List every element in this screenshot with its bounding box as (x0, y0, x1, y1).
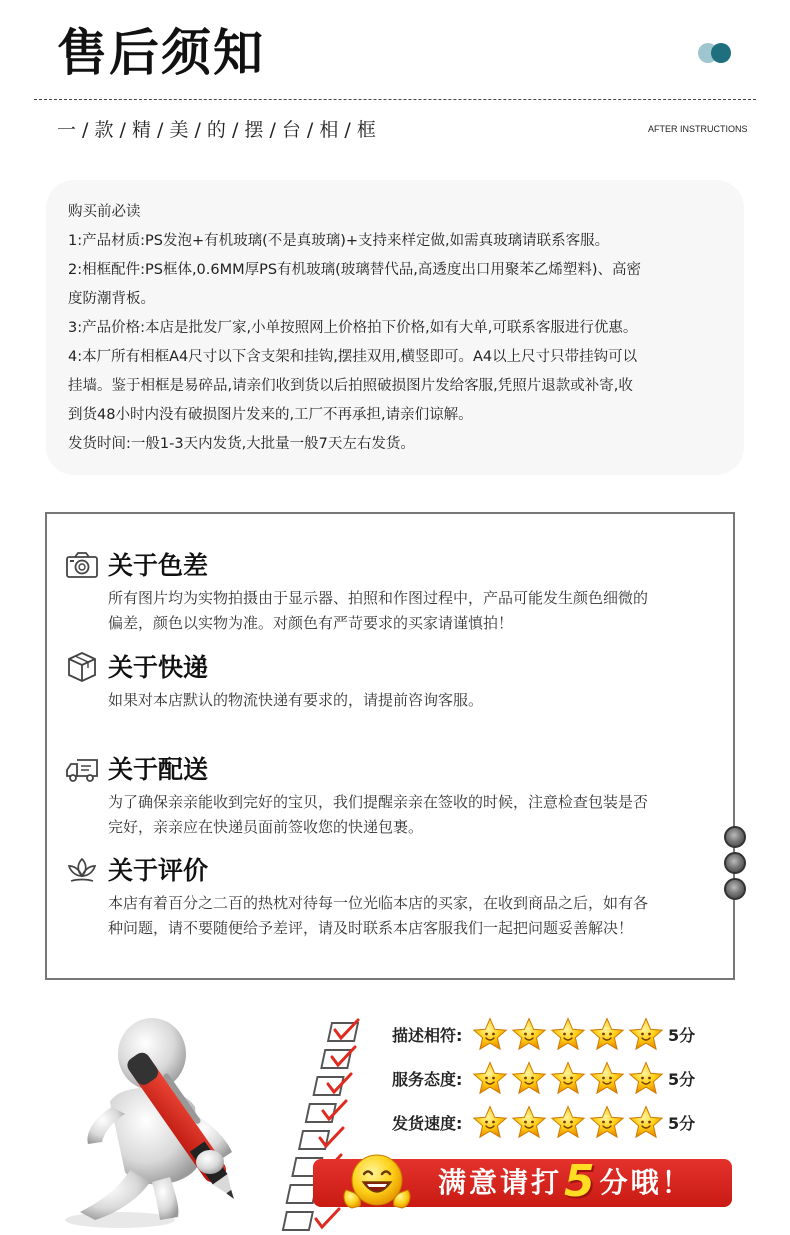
lotus-icon (65, 854, 99, 888)
section-line: 偏差，颜色以实物为准。对颜色有严苛要求的买家请谨慎拍！ (108, 614, 514, 632)
delivery-truck-icon (65, 752, 99, 786)
smiling-star-icon (628, 1105, 664, 1141)
smiling-star-icon (472, 1017, 508, 1053)
package-icon (65, 650, 99, 684)
section-title-color: 关于色差 (108, 551, 209, 580)
section-title-review: 关于评价 (108, 856, 209, 885)
rating-label-description: 描述相符: (392, 1026, 463, 1045)
banner-text (438, 1156, 693, 1207)
rating-label-shipping-speed: 发货速度: (392, 1114, 463, 1133)
smiling-star-icon (550, 1017, 586, 1053)
section-title-express: 关于快递 (108, 653, 209, 682)
notice-line: 购买前必读 (68, 204, 141, 220)
section-line: 所有图片均为实物拍摄由于显示器、拍照和作图过程中，产品可能发生颜色细微的 (108, 589, 649, 607)
binder-ring (724, 878, 746, 900)
star-row-description (472, 1017, 664, 1053)
smiling-star-icon (589, 1105, 625, 1141)
smiling-star-icon (628, 1017, 664, 1053)
notice-line: 到货48小时内没有破损图片发来的,工厂不再承担,请亲们谅解。 (68, 407, 473, 423)
banner-suffix: 分哦！ (599, 1166, 693, 1199)
rating-score-description: 5分 (668, 1026, 696, 1045)
subtitle-english: AFTER INSTRUCTIONS (648, 124, 748, 134)
notice-line: 4:本厂所有相框A4尺寸以下含支架和挂钩,摆挂双用,横竖即可。A4以上尺寸只带挂钩可以 (68, 349, 638, 365)
smiling-star-icon (511, 1105, 547, 1141)
notice-line: 发货时间:一般1-3天内发货,大批量一般7天左右发货。 (68, 436, 415, 452)
notice-line: 挂墙。鉴于相框是易碎品,请亲们收到货以后拍照破损图片发给客服,凭照片退款或补寄,收 (68, 378, 633, 394)
section-line: 本店有着百分之二百的热枕对待每一位光临本店的买家，在收到商品之后，如有各 (108, 894, 649, 912)
banner-number: 5 (564, 1156, 598, 1207)
purchase-notice-card (46, 180, 744, 475)
smiling-star-icon (550, 1105, 586, 1141)
smiling-star-icon (589, 1061, 625, 1097)
section-text-shipping (108, 790, 718, 840)
notice-line: 1:产品材质:PS发泡+有机玻璃(不是真玻璃)+支持来样定做,如需真玻璃请联系客服。 (68, 233, 610, 249)
notice-line: 度防潮背板。 (68, 291, 155, 307)
rating-score-shipping-speed: 5分 (668, 1114, 696, 1133)
laughing-emoji-icon (338, 1150, 416, 1216)
section-text-color (108, 586, 718, 636)
section-line: 为了确保亲亲能收到完好的宝贝，我们提醒亲亲在签收的时候，注意检查包装是否 (108, 793, 649, 811)
notice-line: 2:相框配件:PS框体,0.6MM厚PS有机玻璃(玻璃替代品,高透度出口用聚苯乙烯塑料)、高密 (68, 262, 642, 278)
binder-ring (724, 852, 746, 874)
section-line: 完好，亲亲应在快递员面前签收您的快递包裹。 (108, 818, 424, 836)
page-title: 售后须知 (57, 24, 265, 82)
divider (34, 99, 756, 100)
section-title-shipping: 关于配送 (108, 755, 209, 784)
section-line: 如果对本店默认的物流快递有要求的，请提前咨询客服。 (108, 691, 484, 709)
section-text-express (108, 688, 718, 713)
camera-icon (65, 548, 99, 582)
smiling-star-icon (589, 1017, 625, 1053)
section-line: 种问题，请不要随便给予差评，请及时联系本店客服我们一起把问题妥善解决！ (108, 919, 634, 937)
smiling-star-icon (511, 1061, 547, 1097)
binder-ring (724, 826, 746, 848)
smiling-star-icon (511, 1017, 547, 1053)
subtitle: 一 / 款 / 精 / 美 / 的 / 摆 / 台 / 相 / 框 (57, 119, 376, 141)
binder-rings (724, 826, 748, 902)
smiling-star-icon (472, 1105, 508, 1141)
star-row-shipping-speed (472, 1105, 664, 1141)
dark-dot (711, 43, 731, 63)
section-text-review (108, 891, 718, 941)
smiling-star-icon (550, 1061, 586, 1097)
notice-line: 3:产品价格:本店是批发厂家,小单按照网上价格拍下价格,如有大单,可联系客服进行优惠。 (68, 320, 638, 336)
after-sales-info-box (45, 512, 735, 980)
decorative-dots (698, 43, 738, 63)
rating-score-service: 5分 (668, 1070, 696, 1089)
rating-label-service: 服务态度: (392, 1070, 463, 1089)
banner-prefix: 满意请打 (438, 1166, 563, 1199)
star-row-service (472, 1061, 664, 1097)
smiling-star-icon (472, 1061, 508, 1097)
smiling-star-icon (628, 1061, 664, 1097)
